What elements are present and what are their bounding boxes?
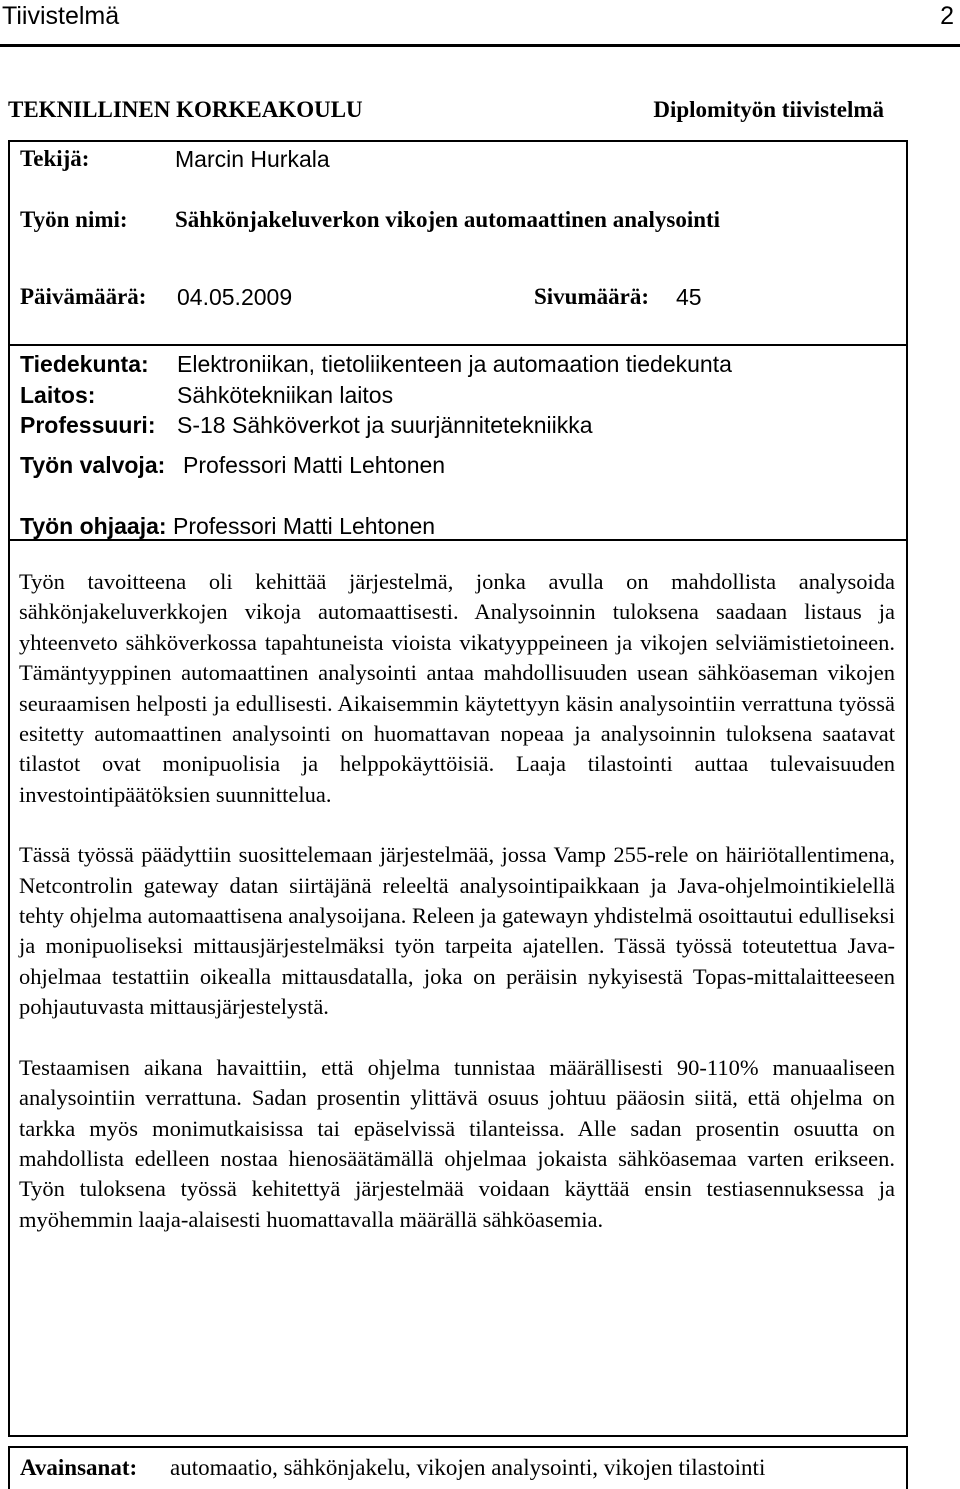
abstract-body xyxy=(19,567,895,1265)
instructor-value: Professori Matti Lehtonen xyxy=(173,513,436,539)
page-count-value: 45 xyxy=(676,284,702,310)
faculty-label: Tiedekunta: xyxy=(20,351,149,377)
department-value: Sähkötekniikan laitos xyxy=(177,382,394,408)
section-divider xyxy=(8,344,908,346)
page-number: 2 xyxy=(940,2,954,30)
abstract-paragraph-2: Tässä työssä päädyttiin suosittelemaan järjestelmää, jossa Vamp 255-rele on häiriötallentimena, Netcontrolin gateway datan siirtäjänä releeltä analysointipaikkaan ja Java-ohjelmointikielellä tehty ohjelma automaattisena analysoijana. Releen ja gatewayn yhdistelmä osoittautui edulliseksi ja monipuoliseksi mittausjärjestelmäksi työn tarpeita ajatellen. Tässä työssä toteutettua Java-ohjelmaa testattiin oikealla mittausdatalla, joka on peräisin nykyisestä Topas-mittalaitteeseen pohjautuvasta mittausjärjestelystä. xyxy=(19,842,896,1020)
keywords-value: automaatio, sähkönjakelu, vikojen analysointi, vikojen tilastointi xyxy=(170,1455,766,1480)
supervisor-value: Professori Matti Lehtonen xyxy=(183,452,446,478)
professorship-label: Professuuri: xyxy=(20,412,156,438)
abstract-paragraph-3: Testaamisen aikana havaittiin, että ohjelma tunnistaa määrällisesti 90-110% manuaaliseen analysointiin verrattuna. Sadan prosentin ylittävä osuus johtuu pääosin siitä, että ohjelma on tarkka myös monimutkaisissa tai epäselvissä tilanteissa. Alle sadan prosentin osuutta on mahdollista edelleen nostaa hienosäätämällä ohjelmaa jokaista sähköasemaa varten erikseen. Työn tuloksena työssä kehitettyä järjestelmää voidaan käyttää ensin testiasennuksessa ja myöhemmin laaja-alaisesti huomattavalla määrällä sähköasemia. xyxy=(19,1054,895,1232)
abstract-paragraph-1: Työn tavoitteena oli kehittää järjestelmä, jonka avulla on mahdollista analysoida sähkönjakeluverkkojen vikoja automaattisesti. Analysoinnin tuloksena saadaan listaus ja yhteenveto sähköverkossa tapahtuneista vioista vikatyyppeineen ja vikojen selviämistietoineen. Tämäntyyppinen automaattinen analysointi antaa mahdollisuuden usean sähköaseman vikojen seuraamisen helposti ja edullisesti. Aikaisemmin käytettyyn käsin analysointiin verrattuna työssä esitetty automaattinen analysointi on huomattavan nopeaa ja analysoinnin tuloksena saatavat tilastot ovat monipuolisia ja helppokäyttöisiä. Laaja tilastointi auttaa tulevaisuuden investointipäätöksien suunnittelua. xyxy=(19,569,895,807)
date-value: 04.05.2009 xyxy=(177,284,293,310)
header-divider xyxy=(0,44,960,47)
author-label: Tekijä: xyxy=(20,146,90,171)
author-value: Marcin Hurkala xyxy=(175,146,330,172)
document-type: Diplomityön tiivistelmä xyxy=(653,97,884,122)
running-header-title: Tiivistelmä xyxy=(2,2,120,30)
instructor-label: Työn ohjaaja: xyxy=(20,513,167,539)
thesis-title-label: Työn nimi: xyxy=(20,207,128,232)
page-count-label: Sivumäärä: xyxy=(534,284,649,309)
keywords-label: Avainsanat: xyxy=(20,1455,138,1480)
supervisor-label: Työn valvoja: xyxy=(20,452,166,478)
date-label: Päivämäärä: xyxy=(20,284,147,309)
faculty-value: Elektroniikan, tietoliikenteen ja automaation tiedekunta xyxy=(177,351,732,377)
department-label: Laitos: xyxy=(20,382,96,408)
thesis-title-value: Sähkönjakeluverkon vikojen automaattinen analysointi xyxy=(175,207,721,232)
section-divider xyxy=(8,539,908,541)
professorship-value: S-18 Sähköverkot ja suurjännitetekniikka xyxy=(177,412,593,438)
institution-name: TEKNILLINEN KORKEAKOULU xyxy=(8,97,363,122)
